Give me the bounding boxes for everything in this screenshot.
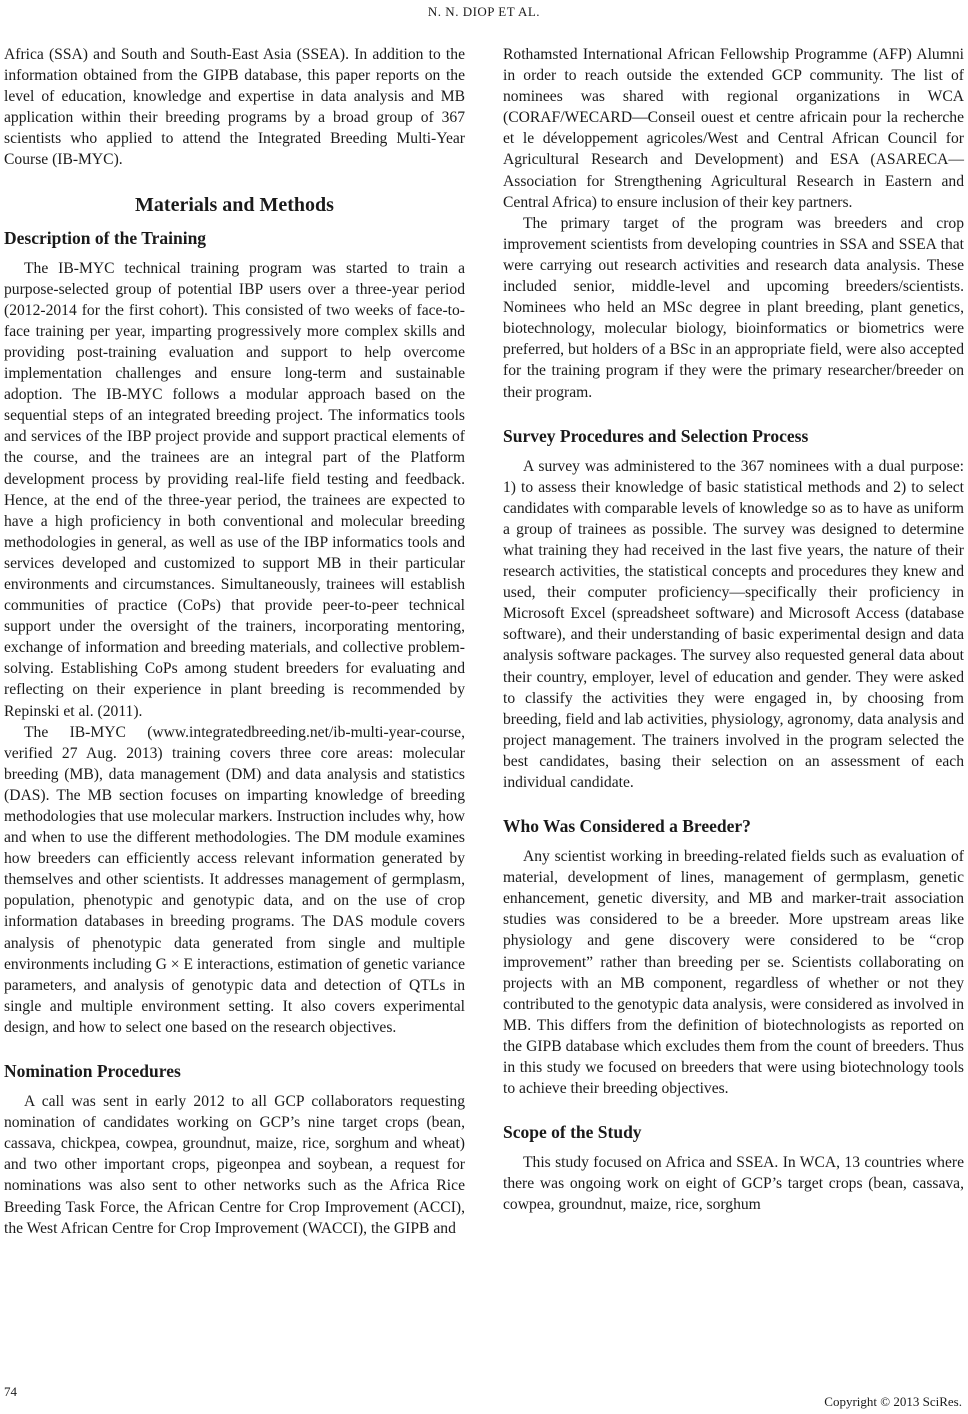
- subsection-heading-scope: Scope of the Study: [503, 1122, 642, 1143]
- page-number: 74: [4, 1384, 17, 1399]
- intro-paragraph: Africa (SSA) and South and South-East Asia (SSEA). In addition to the information obtained from the GIPB database, this paper reports on the level of education, knowledge and expertise in data analysis and MB application within their breeding programs by a broad group of 367 scientists who applied to attend the Integrated Breeding Multi-Year Course (IB-MYC).: [4, 46, 465, 169]
- subsection-heading-nomination: Nomination Procedures: [4, 1061, 181, 1082]
- subsection-heading-survey: Survey Procedures and Selection Process: [503, 425, 809, 446]
- nomination-continued-paragraph: Rothamsted International African Fellowship Programme (AFP) Alumni in order to reach outside the extended GCP community. The list of nominees was shared with regional organizations in WCA (CORAF/WECARD—Conseil ouest et centre africain pour la recherche et le développement agricoles/West and Central African Council for Agricultural Research and Development) and ESA (ASARECA—Association for Strengthening Agricultural Research in Eastern and Central Africa) to ensure inclusion of their key partners.: [503, 46, 964, 211]
- breeder-paragraph: Any scientist working in breeding-related fields such as evaluation of material, development of lines, management of germplasm, genetic enhancement, genetic diversity, and MB and marker-trait association studies was considered to be a breeder. More upstream areas like physiology and gene discovery were considered to be “crop improvement” rather than breeding per se. Scientists collaborating on projects with an MB component, regardless of whether or not they contributed to the genotypic data analysis, were considered as involved in MB. This differs from the definition of biotechnologists as reported on the GIPB database which excludes them from the count of breeders. Thus in this study we focused on breeders that were using biotechnology tools to achieve their breeding objectives.: [503, 848, 964, 1098]
- nomination-paragraph: A call was sent in early 2012 to all GCP collaborators requesting nomination of candidates working on GCP’s nine target crops (bean, cassava, chickpea, cowpea, groundnut, maize, rice, sorghum and wheat) and two other important crops, pigeonpea and soybean, a request for nominations was also sent to other networks such as the Africa Rice Breeding Task Force, the African Centre for Crop Improvement (ACCI), the West African Centre for Crop Improvement (WACCI), the GIPB and: [4, 1093, 465, 1237]
- left-column: [4, 44, 465, 1239]
- survey-paragraph: A survey was administered to the 367 nominees with a dual purpose: 1) to assess their knowledge of basic statistical methods and 2) to select candidates with comparable levels of knowledge so as to have as uniform a group of trainees as possible. The survey was designed to determine what training they had received in the last five years, the nature of their research activities, the statistical concepts and procedures they knew and used, their computer proficiency—specifically their proficiency in Microsoft Excel (spreadsheet software) and Microsoft Access (database software), and their understanding of basic experimental design and data analysis software packages. The survey also requested general data about their country, employer, level of education and gender. They were asked to classify the activities they were engaged in, by choosing from breeding, field and lab activities, physiology, agronomy, data analysis and project management. The trainers involved in the program selected the best candidates, basing their selection on an assessment of each individual candidate.: [503, 457, 964, 791]
- scope-paragraph: This study focused on Africa and SSEA. In WCA, 13 countries where there was ongoing work on eight of GCP’s target crops (bean, cassava, cowpea, groundnut, maize, rice, sorghum: [503, 1154, 964, 1214]
- right-column: [503, 44, 964, 1216]
- running-head: N. N. DIOP ET AL.: [427, 4, 541, 19]
- section-heading-materials-methods: Materials and Methods: [135, 193, 334, 216]
- copyright-notice: Copyright © 2013 SciRes.: [824, 1394, 962, 1409]
- target-paragraph: The primary target of the program was breeders and crop improvement scientists from developing countries in SSA and SSEA that were carrying out research activities and research data analysis. These included senior, middle-level and upcoming breeders/scientists. Nominees who held an MSc degree in plant breeding, plant genetics, biotechnology, molecular biology, bioinformatics or biometrics were preferred, but holders of a BSc in an appropriate field, were also accepted for the training program if they were the primary researcher/breeder on their program.: [503, 214, 964, 401]
- training-paragraph-1: The IB-MYC technical training program was started to train a purpose-selected group of potential IBP users over a three-year period (2012-2014 for the first cohort). This consisted of two weeks of face-to-face training per year, imparting progressively more complex skills and providing post-training evaluation and support to help overcome implementation challenges and ensure long-term and sustainable adoption. The IB-MYC follows a modular approach based on the sequential steps of an integrated breeding project. The informatics tools and services of the IBP project provide and support practical elements of the course, and the trainees are an integral part of the Platform development process by providing real-life field testing and feedback. Hence, at the end of the three-year period, the trainees are expected to have a high proficiency in both conventional and molecular breeding methodologies in general, as well as use of the IBP informatics tools and services developed and customized to support MB in their particular environments and circumstances. Simultaneously, trainees will establish communities of practice (CoPs) that provide peer-to-peer technical support under the oversight of the trainers, incorporating mentoring, exchange of information and breeding materials, and collective problem-solving. Establishing CoPs among student breeders for evaluating and reflecting on their experience in plant breeding is recommended by Repinski et al. (2011).: [4, 259, 465, 720]
- training-paragraph-2: The IB-MYC (www.integratedbreeding.net/ib-multi-year-course, verified 27 Aug. 2013) training covers three core areas: molecular breeding (MB), data management (DM) and data analysis and statistics (DAS). The MB section focuses on imparting knowledge of breeding methodologies that use molecular markers. Instruction includes why, how and when to use the different methodologies. The DM module examines how breeders can efficiently access relevant information generated by themselves and other scientists. It addresses management of germplasm, population, phenotypic and genotypic data, and on the use of crop information databases in breeding programs. The DAS module covers analysis of phenotypic data generated from single and multiple environments including G × E interactions, estimation of genetic variance parameters, and analysis of genotypic data and detection of QTLs in single and multiple environment setting. It also covers experimental design, and how to select one based on the research objectives.: [4, 723, 465, 1036]
- subsection-heading-breeder: Who Was Considered a Breeder?: [503, 816, 751, 837]
- subsection-heading-training: Description of the Training: [4, 227, 207, 248]
